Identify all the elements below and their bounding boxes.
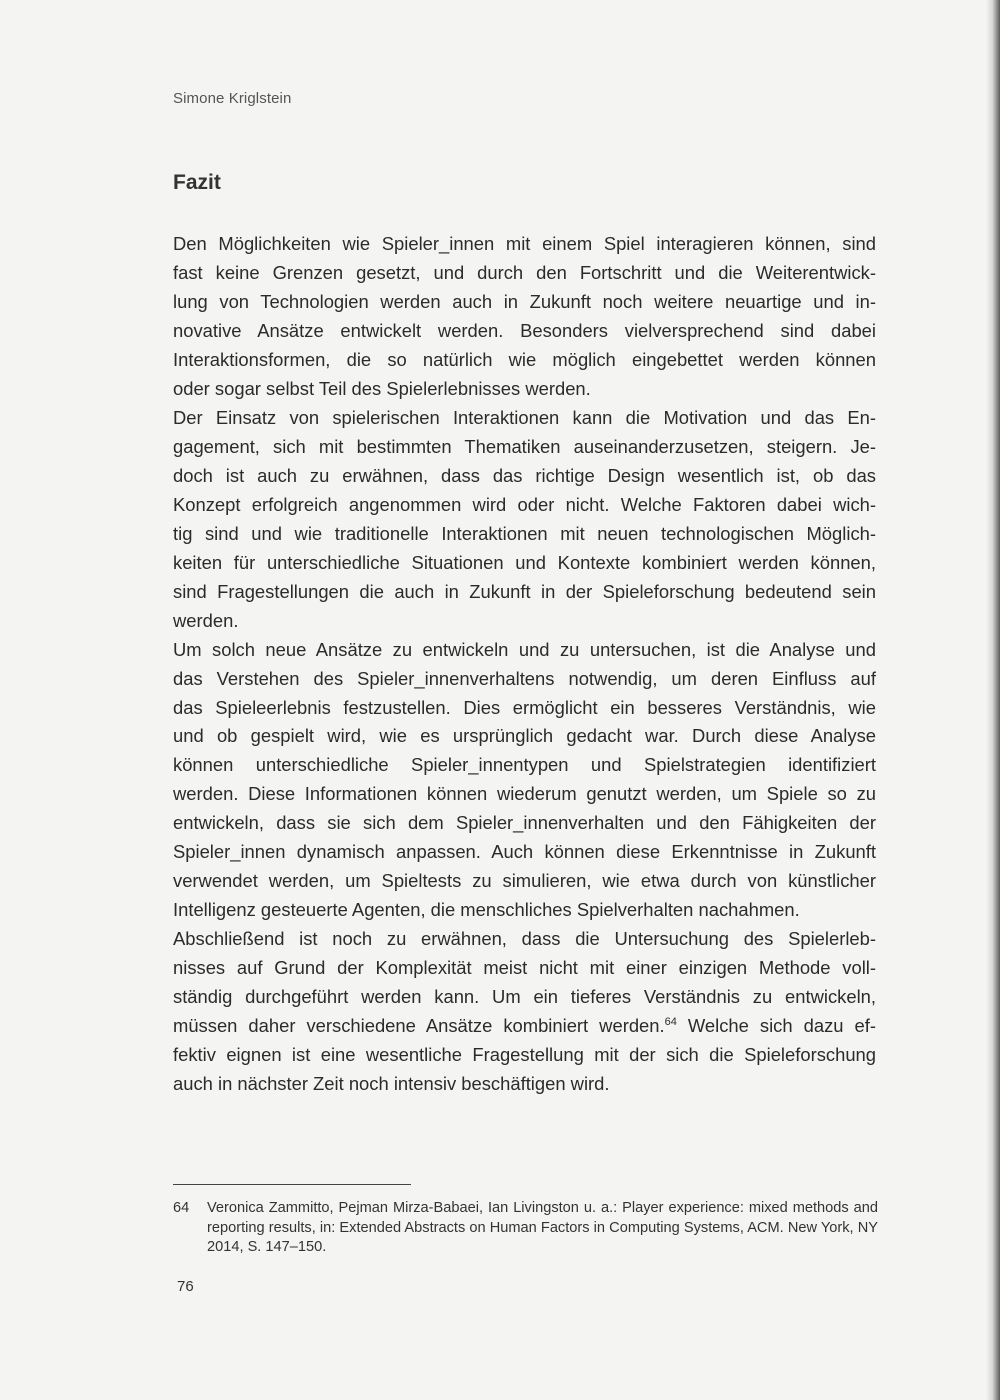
text-line: Spieler_innen dynamisch anpassen. Auch können diese Erkenntnisse in Zukunft — [173, 841, 876, 863]
footnote-number: 64 — [173, 1200, 190, 1216]
text-line: Konzept erfolgreich angenommen wird oder nicht. Welche Faktoren dabei wich- — [173, 493, 876, 515]
footnote-reference[interactable]: 64 — [664, 1016, 677, 1029]
text-line: werden. — [173, 609, 239, 631]
text-line: fast keine Grenzen gesetzt, und durch den Fortschritt und die Weiterentwick- — [173, 261, 876, 283]
text-line: novative Ansätze entwickelt werden. Besonders vielversprechend sind dabei — [173, 319, 876, 341]
text-line: sind Fragestellungen die auch in Zukunft in der Spieleforschung bedeutend sein — [173, 580, 876, 602]
text-line: lung von Technologien werden auch in Zukunft noch weitere neuartige und in- — [173, 290, 876, 312]
footnote-separator — [173, 1184, 411, 1185]
text-line: Um solch neue Ansätze zu entwickeln und zu untersuchen, ist die Analyse und — [173, 638, 876, 660]
paragraph — [173, 404, 876, 636]
text-line — [173, 1012, 876, 1041]
text-line: gagement, sich mit bestimmten Thematiken auseinanderzusetzen, steigern. Je- — [173, 435, 876, 457]
text-segment: müssen daher verschiedene Ansätze kombiniert werden. — [173, 1015, 665, 1037]
paragraph — [173, 230, 876, 404]
footnote — [173, 1199, 878, 1258]
text-line: tig sind und wie traditionelle Interaktionen mit neuen technologischen Möglich- — [173, 522, 876, 544]
running-head-author: Simone Kriglstein — [173, 90, 292, 107]
text-line: Der Einsatz von spielerischen Interaktionen kann die Motivation und das En- — [173, 406, 876, 428]
text-line: ständig durchgeführt werden kann. Um ein tieferes Verständnis zu entwickeln, — [173, 986, 876, 1008]
text-line: werden. Diese Informationen können wiederum genutzt werden, um Spiele so zu — [173, 783, 876, 805]
text-line: Intelligenz gesteuerte Agenten, die menschliches Spielverhalten nachahmen. — [173, 899, 800, 921]
text-line: doch ist auch zu erwähnen, dass das richtige Design wesentlich ist, ob das — [173, 464, 876, 486]
text-line: Interaktionsformen, die so natürlich wie möglich eingebettet werden können — [173, 348, 876, 370]
text-line: Den Möglichkeiten wie Spieler_innen mit einem Spiel interagieren können, sind — [173, 233, 876, 254]
text-line: können unterschiedliche Spieler_innentypen und Spielstrategien identifiziert — [173, 754, 876, 776]
body-text — [173, 230, 876, 1099]
section-title: Fazit — [173, 171, 221, 194]
page-edge-shadow — [986, 0, 1000, 1400]
text-line: und ob gespielt wird, wie es ursprünglich gedacht war. Durch diese Analyse — [173, 725, 876, 747]
text-line: verwendet werden, um Spieltests zu simulieren, wie etwa durch von künstlicher — [173, 870, 876, 892]
text-line: keiten für unterschiedliche Situationen und Kontexte kombiniert werden können, — [173, 551, 876, 573]
paragraph — [173, 636, 876, 926]
text-line: Abschließend ist noch zu erwähnen, dass die Untersuchung des Spielerleb- — [173, 928, 876, 950]
text-segment: Welche sich dazu ef- — [676, 1015, 876, 1037]
text-line: fektiv eignen ist eine wesentliche Fragestellung mit der sich die Spieleforschung — [173, 1044, 876, 1066]
text-line: entwickeln, dass sie sich dem Spieler_innenverhalten und den Fähigkeiten der — [173, 812, 876, 834]
page-number: 76 — [177, 1278, 194, 1295]
text-line: das Verstehen des Spieler_innenverhaltens notwendig, um deren Einfluss auf — [173, 667, 876, 689]
text-line: auch in nächster Zeit noch intensiv beschäftigen wird. — [173, 1073, 610, 1095]
text-line: oder sogar selbst Teil des Spielerlebnisses werden. — [173, 377, 591, 399]
text-line: nisses auf Grund der Komplexität meist nicht mit einer einzigen Methode voll- — [173, 957, 876, 979]
footnote-text: Veronica Zammitto, Pejman Mirza-Babaei, Ian Livingston u. a.: Player experience: mixed methods and reporting results, in: Extended Abstracts on Human Factors in Computing Systems, ACM. New York, NY 2014, S. 147–150. — [207, 1200, 878, 1255]
text-line: das Spieleerlebnis festzustellen. Dies ermöglicht ein besseres Verständnis, wie — [173, 696, 876, 718]
paragraph — [173, 925, 876, 1099]
